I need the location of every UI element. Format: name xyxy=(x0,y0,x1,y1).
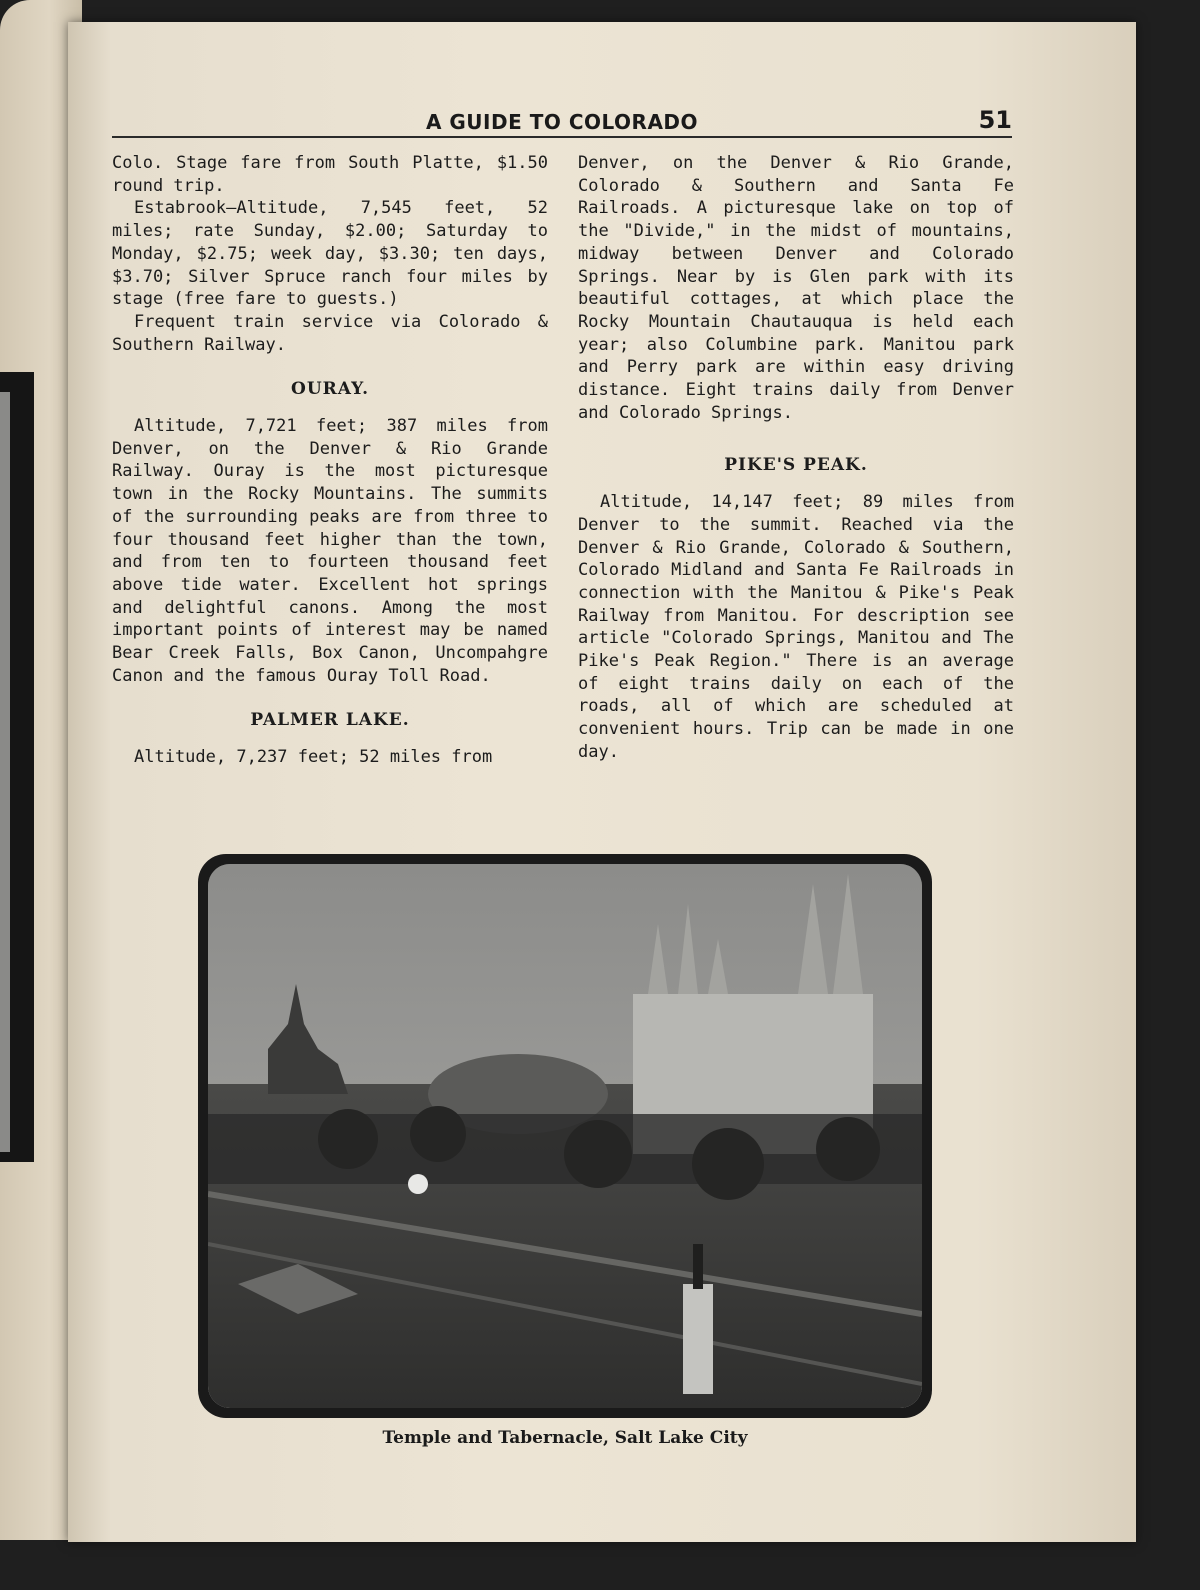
paragraph: Colo. Stage fare from South Platte, $1.50 round trip. xyxy=(112,153,548,196)
paragraph: Estabrook—Altitude, 7,545 feet, 52 miles; rate Sunday, $2.00; Saturday to Monday, $2.75; week day, $3.30; ten days, $3.70; Silver Spruce ranch four miles by stage (free fare to guests.) xyxy=(112,198,548,310)
facing-page-photo-edge xyxy=(0,372,34,1162)
paragraph: Denver, on the Denver & Rio Grande, Colorado & Southern and Santa Fe Railroads. A picturesque lake on top of the "Divide," in the midst of mountains, midway between Denver and Colorado Springs. Near by is Glen park with its beautiful cottages, at which place the Rocky Mountain Chautauqua is held each year; also Columbine park. Manitou park and Perry park are within easy driving distance. Eight trains daily from Denver and Colorado Springs. xyxy=(578,153,1014,423)
page-number: 51 xyxy=(978,106,1012,134)
left-column xyxy=(112,152,548,769)
header-rule xyxy=(112,136,1012,138)
photo-frame xyxy=(198,854,932,1418)
photo-caption: Temple and Tabernacle, Salt Lake City xyxy=(382,1428,748,1448)
temple-photo-illustration xyxy=(208,864,922,1408)
section-heading-palmer-lake: PALMER LAKE. xyxy=(250,710,410,731)
running-header xyxy=(112,106,1012,140)
running-title: A GUIDE TO COLORADO xyxy=(425,110,699,134)
right-column xyxy=(578,152,1014,764)
section-heading-pikes-peak: PIKE'S PEAK. xyxy=(724,455,868,476)
temple-photo xyxy=(208,864,922,1408)
paragraph: Altitude, 14,147 feet; 89 miles from Denver to the summit. Reached via the Denver & Rio Grande, Colorado & Southern, Colorado Midland and Santa Fe Railroads in connection with the Manitou & Pike's Peak Railway from Manitou. For description see article "Colorado Springs, Manitou and The Pike's Peak Region." There is an average of eight trains daily on each of the roads, all of which are scheduled at convenient hours. Trip can be made in one day. xyxy=(578,492,1014,762)
section-heading-ouray: OURAY. xyxy=(291,379,369,400)
paragraph: Altitude, 7,721 feet; 387 miles from Denver, on the Denver & Rio Grande Railway. Ouray is the most picturesque town in the Rocky Mountains. The summits of the surrounding peaks are from three to four thousand feet higher than the town, and from ten to fourteen thousand feet above tide water. Excellent hot springs and delightful canons. Among the most important points of interest may be named Bear Creek Falls, Box Canon, Uncompahgre Canon and the famous Ouray Toll Road. xyxy=(112,416,548,686)
paragraph: Altitude, 7,237 feet; 52 miles from xyxy=(134,747,493,768)
paragraph: Frequent train service via Colorado & Southern Railway. xyxy=(112,311,548,355)
